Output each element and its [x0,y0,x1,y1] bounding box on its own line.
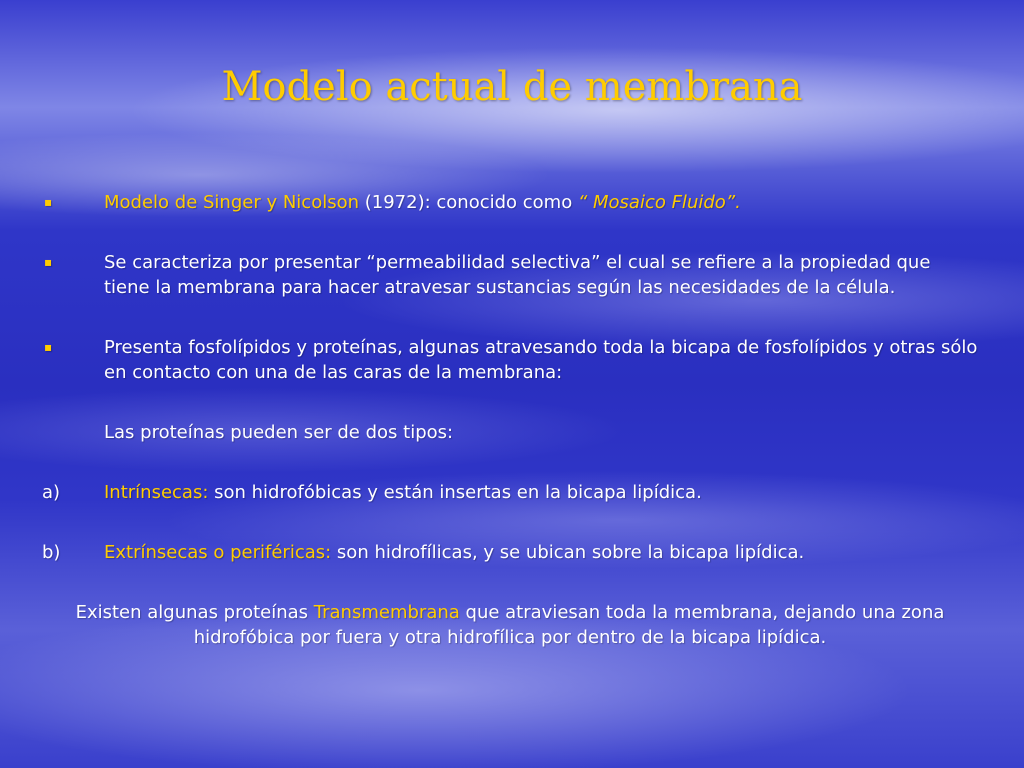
square-bullet-icon: ▪ [44,195,53,209]
closing-text-2: que atraviesan toda la membrana, dejando una zona hidrofóbica por fuera y otra hidrofílica por dentro de la bicapa lipídica. [193,602,945,648]
model-description: (1972): conocido como [359,192,578,213]
intro-text: Las proteínas pueden ser de dos tipos: [104,422,454,443]
square-bullet-icon: ▪ [44,340,53,354]
item-text: son hidrofóbicas y están insertas en la bicapa lipídica. [208,482,702,503]
item-extrinsic [40,540,980,565]
closing-paragraph [40,600,980,650]
bullet-phospholipids [40,335,980,385]
item-intrinsic [40,480,980,505]
transmembrane-term: Transmembrana [313,602,460,623]
extrinsic-term: Extrínsecas o periféricas: [104,542,332,563]
intrinsic-term: Intrínsecas: [104,482,209,503]
bullet-text: Presenta fosfolípidos y proteínas, algunas atravesando toda la bicapa de fosfolípidos y otras sólo en contacto con una de las caras de la membrana: [104,337,978,383]
item-text: son hidrofílicas, y se ubican sobre la bicapa lipídica. [331,542,805,563]
mosaic-fluid-term: “ Mosaico Fluido”. [577,192,741,213]
item-letter: a) [42,482,61,503]
slide-title: Modelo actual de membrana [221,64,803,110]
item-letter: b) [42,542,61,563]
bullet-text: Se caracteriza por presentar “permeabilidad selectiva” el cual se refiere a la propiedad que tiene la membrana para hacer atravesar sustancias según las necesidades de la célula. [104,252,931,298]
protein-types-intro [40,420,980,445]
bullet-selective-permeability [40,250,980,300]
square-bullet-icon: ▪ [44,255,53,269]
closing-text-1: Existen algunas proteínas [75,602,314,623]
bullet-singer-nicolson [40,190,980,215]
slide-body [40,190,980,685]
model-name: Modelo de Singer y Nicolson [104,192,360,213]
